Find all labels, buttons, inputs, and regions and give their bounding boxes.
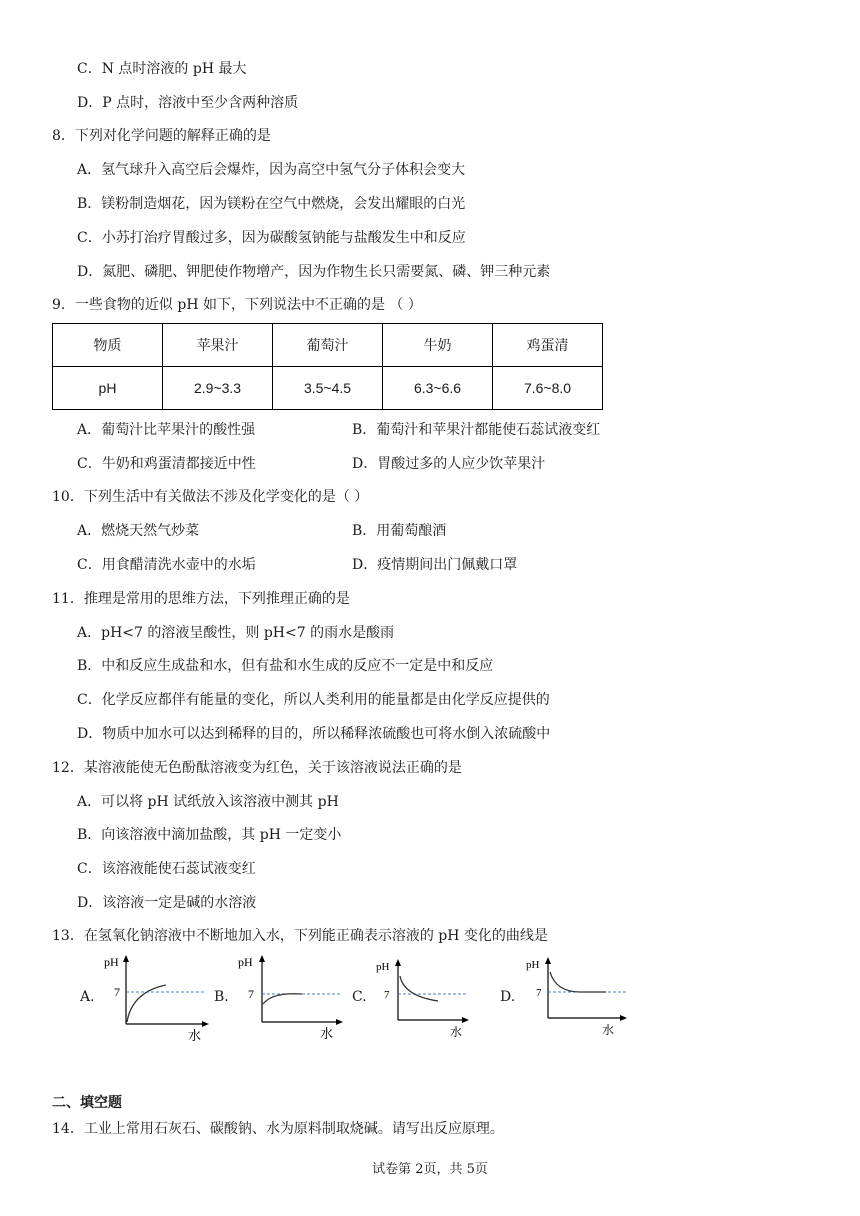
y-axis-arrow [123, 955, 129, 962]
q12-stem: 12．某溶液能使无色酚酞溶液变为红色，关于该溶液说法正确的是 [52, 760, 462, 776]
q10-option-a: A．燃烧天然气炒菜 [77, 523, 200, 539]
q11-option-d: D．物质中加水可以达到稀释的目的，所以稀释浓硫酸也可将水倒入浓硫酸中 [77, 726, 551, 742]
graph-d-label: D. [500, 989, 516, 1005]
q8-option-b: B．镁粉制造烟花，因为镁粉在空气中燃烧，会发出耀眼的白光 [77, 196, 466, 212]
x-axis-label: 水 [602, 1023, 615, 1037]
q9-option-a: A．葡萄汁比苹果汁的酸性强 [77, 422, 256, 438]
x-axis-label: 水 [188, 1028, 202, 1043]
q12-option-d: D．该溶液一定是碱的水溶液 [77, 895, 257, 911]
q13-stem: 13．在氢氧化钠溶液中不断地加入水，下列能正确表示溶液的 pH 变化的曲线是 [52, 928, 548, 944]
y-axis-label: pH [238, 955, 253, 969]
ph-table-header: 牛奶 [383, 324, 493, 367]
ph-table-cell: 6.3~6.6 [383, 367, 493, 410]
graph-a-label: A. [80, 989, 95, 1005]
q11-option-c: C．化学反应都伴有能量的变化，所以人类利用的能量都是由化学反应提供的 [77, 692, 550, 708]
ph-table-cell: 2.9~3.3 [163, 367, 273, 410]
ph-table-row [53, 367, 603, 410]
x-axis-label: 水 [450, 1025, 463, 1039]
q14-stem: 14．工业上常用石灰石、碳酸钠、水为原料制取烧碱。请写出反应原理。 [52, 1121, 504, 1137]
graph-c-label: C. [352, 989, 367, 1005]
ph-table-cell: 3.5~4.5 [273, 367, 383, 410]
y-axis-arrow [259, 955, 265, 962]
ph-table-header: 葡萄汁 [273, 324, 383, 367]
x-axis-arrow [336, 1019, 343, 1025]
ref-7-label: 7 [384, 989, 390, 1001]
ph-curve [263, 994, 302, 1004]
page-footer: 试卷第 2页，共 5页 [372, 1162, 488, 1177]
graph-c [372, 952, 472, 1044]
x-axis-arrow [462, 1017, 469, 1023]
graph-d [522, 952, 638, 1044]
ph-curve [550, 972, 606, 992]
ph-table-header: 物质 [53, 324, 163, 367]
ph-table-header: 苹果汁 [163, 324, 273, 367]
q10-option-c: C．用食醋清洗水壶中的水垢 [77, 557, 256, 573]
q11-stem: 11．推理是常用的思维方法，下列推理正确的是 [52, 591, 350, 607]
q7-option-c: C．N 点时溶液的 pH 最大 [77, 61, 247, 77]
q8-option-a: A．氢气球升入高空后会爆炸，因为高空中氢气分子体积会变大 [77, 162, 466, 178]
y-axis-arrow [395, 959, 401, 966]
q10-stem: 10．下列生活中有关做法不涉及化学变化的是（ ） [52, 489, 369, 505]
graph-b-label: B. [214, 989, 229, 1005]
ph-table-header-row [53, 324, 603, 367]
q10-option-b: B．用葡萄酿酒 [352, 523, 447, 539]
q8-stem: 8．下列对化学问题的解释正确的是 [52, 128, 271, 144]
q12-option-c: C．该溶液能使石蕊试液变红 [77, 861, 256, 877]
ph-table-cell: pH [53, 367, 163, 410]
q8-option-c: C．小苏打治疗胃酸过多，因为碳酸氢钠能与盐酸发生中和反应 [77, 230, 466, 246]
q12-option-a: A．可以将 pH 试纸放入该溶液中测其 pH [77, 794, 339, 810]
q8-option-d: D．氮肥、磷肥、钾肥使作物增产，因为作物生长只需要氮、磷、钾三种元素 [77, 264, 551, 280]
q7-option-d: D．P 点时，溶液中至少含两种溶质 [77, 95, 299, 111]
y-axis-label: pH [526, 959, 540, 971]
q10-option-d: D．疫情期间出门佩戴口罩 [352, 557, 518, 573]
ph-table-header: 鸡蛋清 [493, 324, 603, 367]
ph-curve [400, 976, 438, 1001]
ph-table [52, 323, 603, 410]
q9-option-b: B．葡萄汁和苹果汁都能使石蕊试液变红 [352, 422, 601, 438]
q9-option-c: C．牛奶和鸡蛋清都接近中性 [77, 456, 256, 472]
section-heading: 二、填空题 [52, 1095, 122, 1111]
x-axis-arrow [202, 1021, 209, 1027]
graph-a [96, 952, 214, 1044]
ph-table-cell: 7.6~8.0 [493, 367, 603, 410]
q12-option-b: B．向该溶液中滴加盐酸，其 pH 一定变小 [77, 827, 342, 843]
ref-7-label: 7 [114, 985, 120, 999]
graph-b [232, 952, 350, 1044]
ref-7-label: 7 [248, 987, 254, 1001]
q11-option-a: A．pH<7 的溶液呈酸性，则 pH<7 的雨水是酸雨 [77, 625, 395, 641]
q11-option-b: B．中和反应生成盐和水，但有盐和水生成的反应不一定是中和反应 [77, 658, 494, 674]
ref-7-label: 7 [536, 987, 542, 999]
y-axis-label: pH [104, 955, 119, 969]
x-axis-arrow [620, 1015, 627, 1021]
y-axis-label: pH [376, 961, 390, 973]
q9-option-d: D．胃酸过多的人应少饮苹果汁 [352, 456, 546, 472]
ph-curve [127, 985, 166, 1022]
q9-stem: 9．一些食物的近似 pH 如下，下列说法中不正确的是 （ ） [52, 297, 422, 313]
y-axis-arrow [545, 957, 551, 964]
x-axis-label: 水 [320, 1026, 334, 1041]
